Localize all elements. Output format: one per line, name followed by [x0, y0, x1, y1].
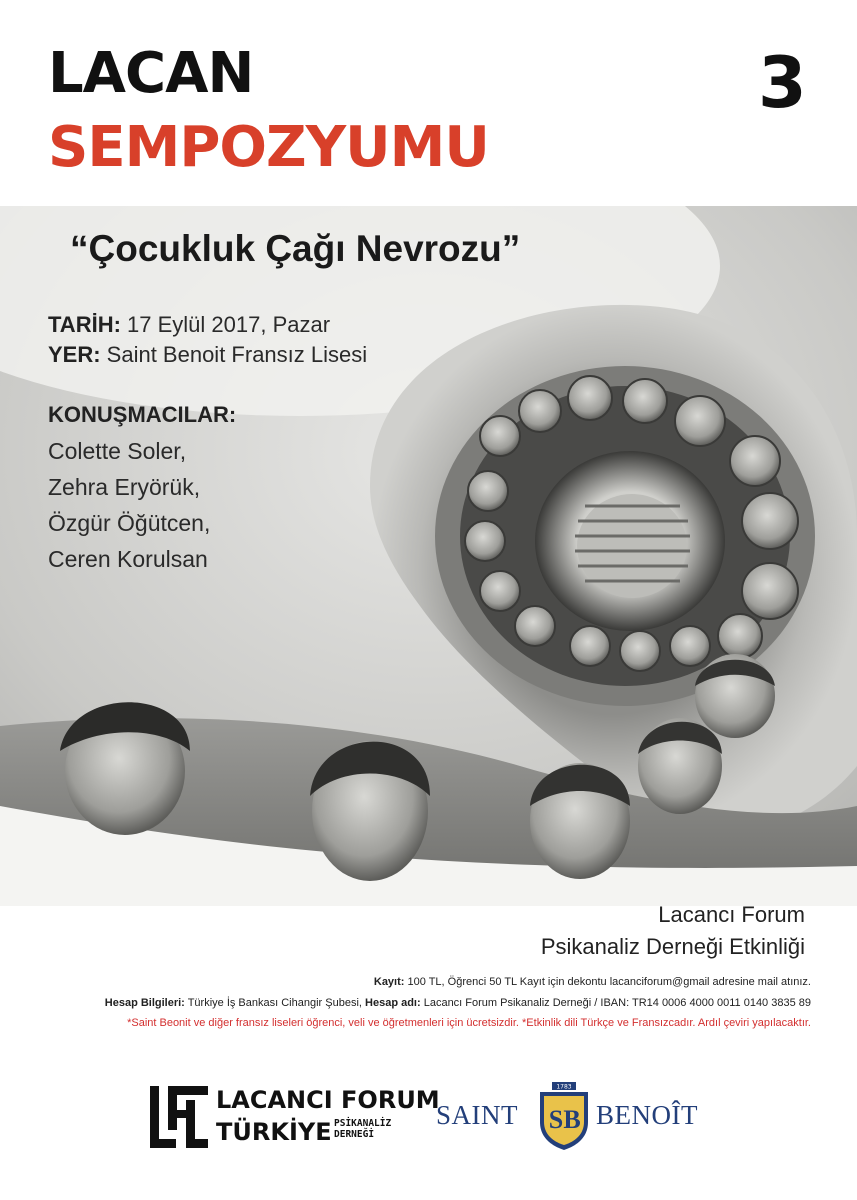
lcf-country: TÜRKİYE: [216, 1118, 332, 1146]
bank-text: Türkiye İş Bankası Cihangir Şubesi,: [184, 997, 366, 1009]
registration-label: Kayıt:: [373, 976, 405, 988]
svg-text:S: S: [548, 1105, 564, 1134]
registration-line: [374, 976, 811, 988]
speaker-item: Zehra Eryörük,: [48, 474, 201, 500]
sb-shield-icon: [536, 1082, 592, 1150]
sb-year: 1783: [556, 1083, 572, 1091]
speaker-item: Özgür Öğütcen,: [48, 510, 211, 536]
venue-line: [48, 342, 367, 368]
free-entry-note: *Saint Beonit ve diğer fransız liseleri öğrenci, veli ve öğretmenleri için ücretsizdir. *Etkinlik dili Türkçe ve Fransızcadır. Ardıl çeviri yapılacaktır.: [127, 1017, 811, 1029]
sb-left-text: SAINT: [436, 1100, 518, 1130]
bank-label: Hesap Bilgileri:: [104, 997, 185, 1009]
organizer-line1: Lacancı Forum: [658, 902, 805, 927]
speaker-item: Ceren Korulsan: [48, 546, 208, 572]
lacanci-forum-logo: [150, 1086, 440, 1148]
sb-right-text: BENOÎT: [596, 1100, 698, 1130]
title-lacan: LACAN: [48, 41, 254, 106]
venue-value: Saint Benoit Fransız Lisesi: [100, 342, 368, 367]
lcf-sub1: PSİKANALİZ: [334, 1118, 392, 1129]
date-line: [48, 312, 330, 338]
lf-monogram-icon: [150, 1086, 208, 1148]
date-value: 17 Eylül 2017, Pazar: [120, 312, 331, 337]
organizer-line2: Psikanaliz Derneği Etkinliği: [540, 934, 805, 959]
lcf-name: LACANCI FORUM: [216, 1086, 440, 1114]
title-sempozyumu: SEMPOZYUMU: [48, 115, 489, 180]
svg-text:B: B: [563, 1105, 581, 1134]
lcf-subtitle: [334, 1118, 391, 1140]
registration-text: 100 TL, Öğrenci 50 TL Kayıt için dekontu lacanciforum@gmail adresine mail atınız.: [404, 976, 811, 988]
venue-label: YER:: [48, 342, 101, 367]
account-text: Lacancı Forum Psikanaliz Derneği / IBAN: TR14 0006 4000 0011 0140 3835 89: [420, 997, 811, 1009]
account-label: Hesap adı:: [365, 997, 421, 1009]
event-subtitle: “Çocukluk Çağı Nevrozu”: [70, 228, 521, 269]
bank-line: [105, 997, 811, 1009]
saint-benoit-logo: [436, 1082, 698, 1150]
speakers-heading: KONUŞMACILAR:: [48, 402, 237, 427]
edition-number: 3: [758, 42, 807, 124]
lcf-sub2: DERNEĞİ: [334, 1129, 375, 1140]
date-label: TARİH:: [48, 312, 121, 337]
speaker-item: Colette Soler,: [48, 438, 187, 464]
